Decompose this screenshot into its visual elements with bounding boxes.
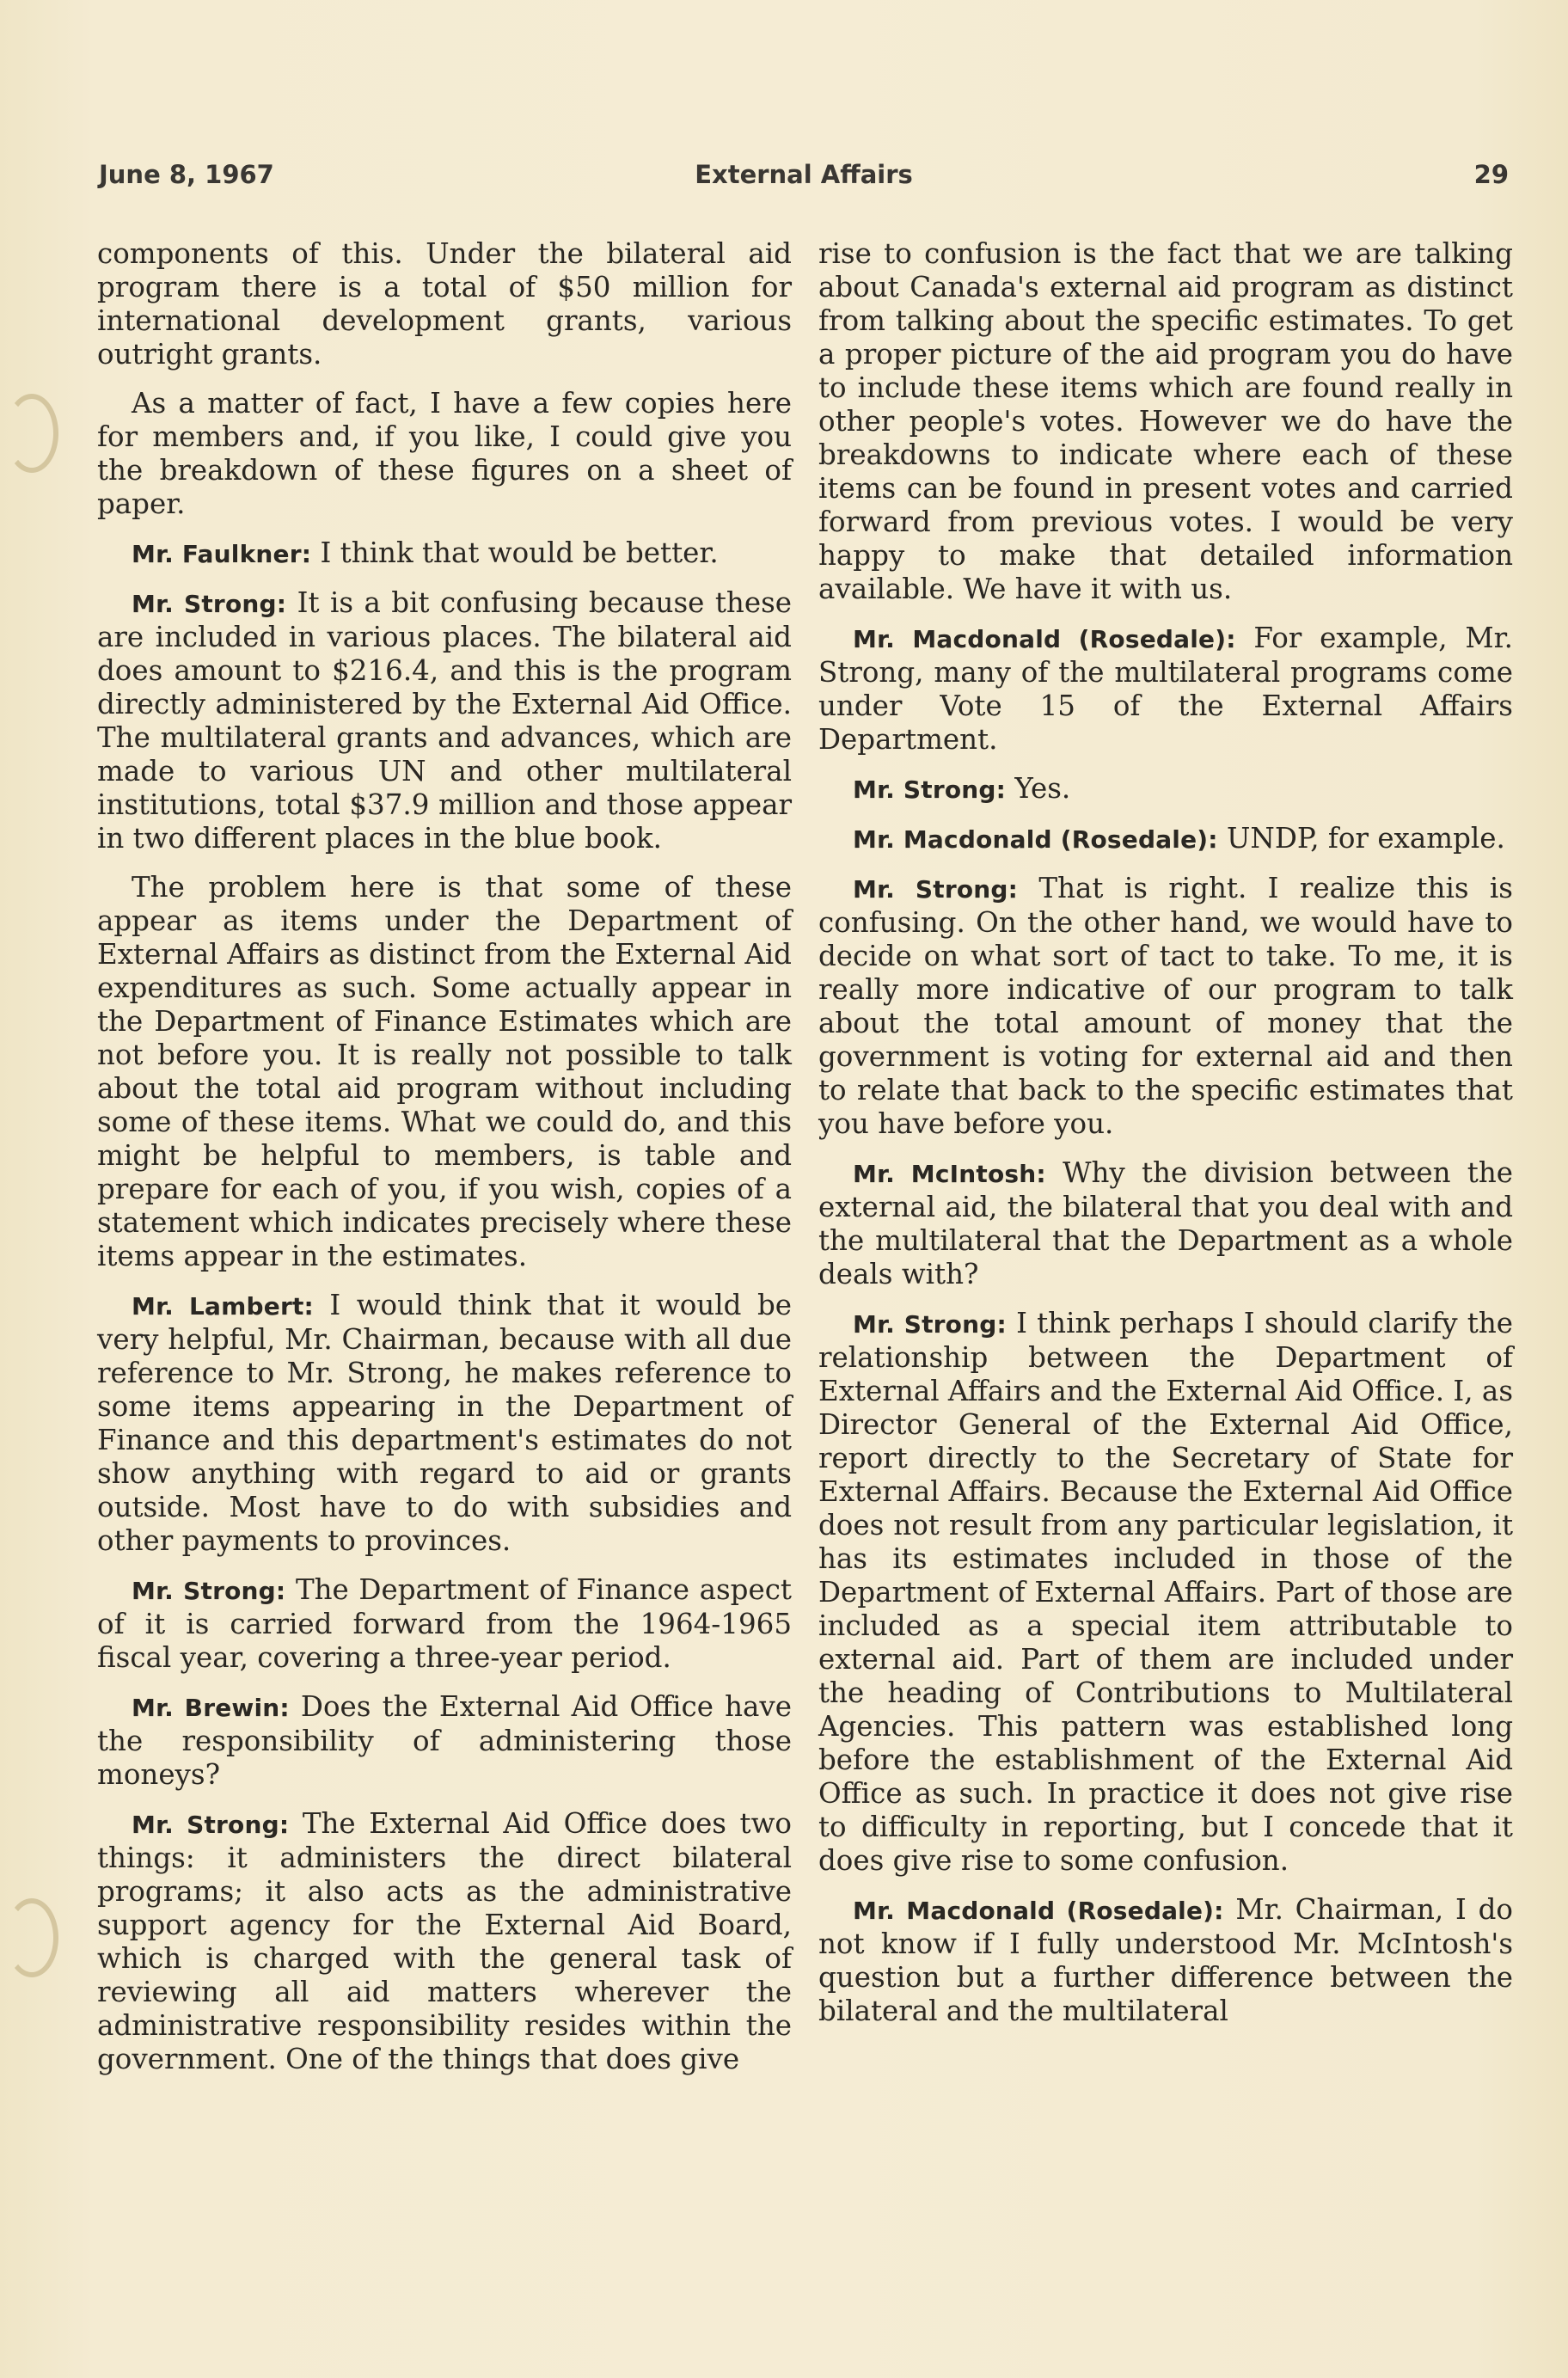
- paragraph-text: Does the External Aid Office have the responsibility of administering those moneys?: [97, 1690, 792, 1791]
- paragraph: [818, 1893, 1513, 2028]
- binder-hole-mark: [5, 394, 58, 473]
- paragraph-text: I think that would be better.: [320, 536, 719, 569]
- paragraph: [818, 1156, 1513, 1291]
- paragraph-text: rise to confusion is the fact that we are talking about Canada's external aid program as distinct from talking about the specific estimates. To get a proper picture of the aid program you do have to include these items which are found really in other people's votes. However we do have the breakdowns to indicate where each of these items can be found in present votes and carried forward from previous votes. I would be very happy to make that detailed information available. We have it with us.: [818, 237, 1513, 605]
- speaker-name: Mr. Strong:: [853, 775, 1007, 804]
- paragraph-text: As a matter of fact, I have a few copies here for members and, if you like, I could give you the breakdown of these figures on a sheet of paper.: [97, 387, 792, 520]
- paragraph: [97, 1573, 792, 1675]
- header-date: June 8, 1967: [99, 160, 274, 189]
- speaker-name: Mr. McIntosh:: [853, 1160, 1046, 1188]
- paragraph: [818, 237, 1513, 606]
- paragraph-text: Mr. Chairman, I do not know if I fully understood Mr. McIntosh's question but a further difference between the bilateral and the multilateral: [818, 1893, 1513, 2027]
- left-column: [97, 237, 792, 2092]
- paragraph-text: For example, Mr. Strong, many of the multilateral programs come under Vote 15 of the External Affairs Department.: [818, 622, 1513, 756]
- speaker-name: Mr. Lambert:: [132, 1292, 314, 1321]
- paragraph: [97, 1690, 792, 1792]
- speaker-name: Mr. Brewin:: [132, 1694, 290, 1722]
- paragraph: [97, 387, 792, 521]
- paragraph-text: It is a bit confusing because these are included in various places. The bilateral aid does amount to $216.4, and this is the program directly administered by the External Aid Office. The multilateral grants and advances, which are made to various UN and other multilateral institutions, total $37.9 million and those appear in two different places in the blue book.: [97, 586, 792, 855]
- paragraph: [818, 872, 1513, 1141]
- speaker-name: Mr. Faulkner:: [132, 540, 312, 568]
- paragraph: [97, 1289, 792, 1558]
- paragraph: [818, 772, 1513, 806]
- speaker-name: Mr. Strong:: [132, 1811, 290, 1839]
- paragraph: [97, 871, 792, 1273]
- binder-hole-mark: [5, 1898, 58, 1977]
- paragraph: [818, 622, 1513, 757]
- speaker-name: Mr. Strong:: [853, 1310, 1007, 1339]
- speaker-name: Mr. Strong:: [132, 590, 287, 618]
- paragraph-text: The Department of Finance aspect of it is carried forward from the 1964-1965 fiscal year, covering a three-year period.: [97, 1573, 792, 1674]
- speaker-name: Mr. Macdonald (Rosedale):: [853, 1897, 1224, 1925]
- speaker-name: Mr. Macdonald (Rosedale):: [853, 825, 1218, 854]
- paragraph: [97, 1807, 792, 2076]
- paragraph-text: Yes.: [1014, 772, 1071, 805]
- paragraph: [818, 822, 1513, 856]
- speaker-name: Mr. Strong:: [853, 875, 1019, 904]
- paragraph-text: components of this. Under the bilateral aid program there is a total of $50 million for international development grants, various outright grants.: [97, 237, 792, 371]
- paragraph-text: The External Aid Office does two things: it administers the direct bilateral programs; it also acts as the administrative support agency for the External Aid Board, which is charged with the general task of reviewing all aid matters wherever the administrative responsibility resides within the government. One of the things that does give: [97, 1807, 792, 2075]
- paragraph: [97, 237, 792, 371]
- paragraph: [818, 1307, 1513, 1878]
- paragraph: [97, 586, 792, 855]
- paragraph-text: UNDP, for example.: [1227, 822, 1505, 855]
- page-header: [99, 160, 1509, 203]
- header-section-title: External Affairs: [695, 160, 913, 189]
- speaker-name: Mr. Macdonald (Rosedale):: [853, 625, 1236, 653]
- paragraph: [97, 536, 792, 571]
- paragraph-text: That is right. I realize this is confusing. On the other hand, we would have to decide on what sort of tact to take. To me, it is really more indicative of our program to talk about the total amount of money that the government is voting for external aid and then to relate that back to the specific estimates that you have before you.: [818, 872, 1513, 1140]
- paragraph-text: I think perhaps I should clarify the relationship between the Department of External Affairs and the External Aid Office. I, as Director General of the External Aid Office, report directly to the Secretary of State for External Affairs. Because the External Aid Office does not result from any particular legislation, it has its estimates included in those of the Department of External Affairs. Part of those are included as a special item attributable to external aid. Part of them are included under the heading of Contributions to Multilateral Agencies. This pattern was established long before the establishment of the External Aid Office as such. In practice it does not give rise to difficulty in reporting, but I concede that it does give rise to some confusion.: [818, 1307, 1513, 1877]
- paragraph-text: I would think that it would be very helpful, Mr. Chairman, because with all due reference to Mr. Strong, he makes reference to some items appearing in the Department of Finance and this department's estimates do not show anything with regard to aid or grants outside. Most have to do with subsidies and other payments to provinces.: [97, 1289, 792, 1557]
- speaker-name: Mr. Strong:: [132, 1577, 286, 1605]
- paragraph-text: The problem here is that some of these appear as items under the Department of External Affairs as distinct from the External Aid expenditures as such. Some actually appear in the Department of Finance Estimates which are not before you. It is really not possible to talk about the total aid program without including some of these items. What we could do, and this might be helpful to members, is table and prepare for each of you, if you wish, copies of a statement which indicates precisely where these items appear in the estimates.: [97, 871, 792, 1272]
- page-number: 29: [1473, 160, 1509, 189]
- right-column: [818, 237, 1513, 2044]
- paragraph-text: Why the division between the external aid, the bilateral that you deal with and the multilateral that the Department as a whole deals with?: [818, 1156, 1513, 1290]
